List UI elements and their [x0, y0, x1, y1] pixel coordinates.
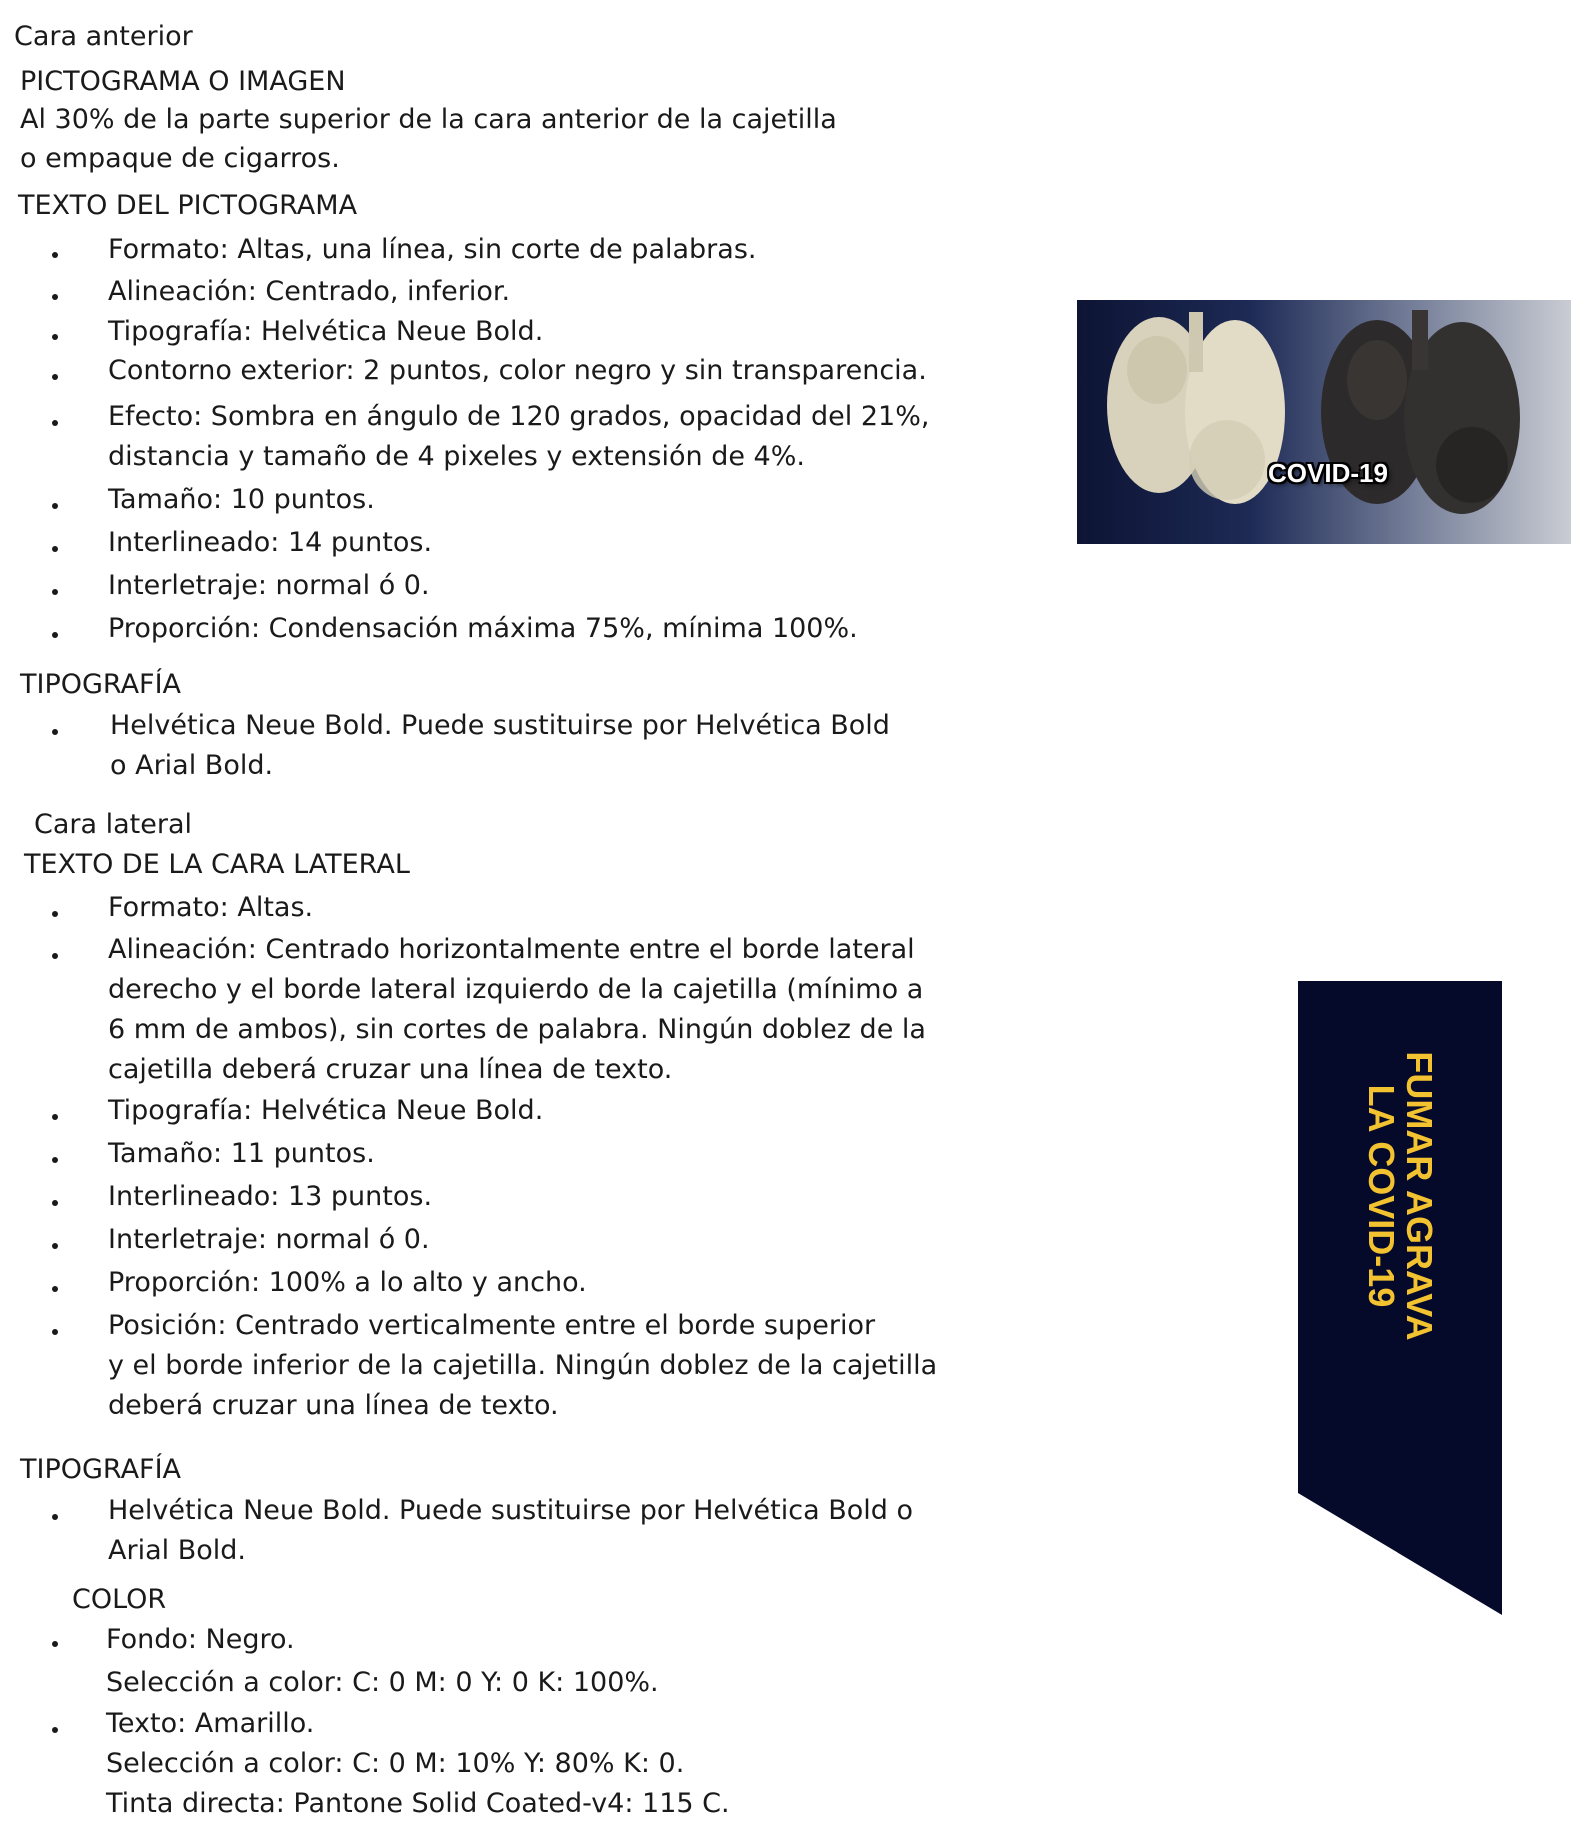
bullet [52, 252, 58, 258]
bullet [52, 503, 58, 509]
tipografia-lateral-item: Helvética Neue Bold. Puede sustituirse por Helvética Bold o Arial Bold. [108, 1495, 913, 1566]
bullet [52, 729, 58, 735]
bullet [52, 546, 58, 552]
bullet [52, 1243, 58, 1249]
bullet [52, 1514, 58, 1520]
list-item: Alineación: Centrado, inferior. [108, 276, 511, 307]
list-item: Tamaño: 11 puntos. [108, 1138, 375, 1169]
list-item: Tamaño: 10 puntos. [108, 484, 375, 515]
pictograma-desc-line-2: o empaque de cigarros. [20, 143, 340, 174]
list-item: Interlineado: 13 puntos. [108, 1181, 433, 1212]
bullet [52, 911, 58, 917]
list-item: Efecto: Sombra en ángulo de 120 grados, opacidad del 21%, distancia y tamaño de 4 pixeles y extensión de 4%. [108, 401, 930, 472]
color-title: COLOR [72, 1584, 167, 1615]
bullet [52, 1114, 58, 1120]
bullet [52, 1329, 58, 1335]
bullet [52, 632, 58, 638]
bullet [52, 294, 58, 300]
bullet [52, 374, 58, 380]
list-item: Formato: Altas, una línea, sin corte de palabras. [108, 234, 757, 265]
bullet [52, 1286, 58, 1292]
list-item: Alineación: Centrado horizontalmente entre el borde lateral derecho y el borde lateral izquierdo de la cajetilla (mínimo a 6 mm de ambos), sin cortes de palabra. Ningún doblez de la cajetilla deberá cruzar una línea de texto. [108, 934, 926, 1085]
bullet [52, 1157, 58, 1163]
bullet [52, 1641, 58, 1647]
pictogram-caption: COVID-19 [1268, 458, 1388, 488]
list-item: Tipografía: Helvética Neue Bold. [108, 316, 544, 347]
list-item: Interlineado: 14 puntos. [108, 527, 433, 558]
bullet [52, 953, 58, 959]
bullet [52, 589, 58, 595]
pictogram-lungs-image [1077, 300, 1571, 544]
lungs-illustration [1077, 300, 1571, 544]
bullet [52, 334, 58, 340]
list-item: Proporción: Condensación máxima 75%, mínima 100%. [108, 613, 858, 644]
lateral-heading: Cara lateral [34, 809, 193, 840]
list-item: Posición: Centrado verticalmente entre el borde superior y el borde inferior de la cajetilla. Ningún doblez de la cajetilla deberá cruzar una línea de texto. [108, 1310, 938, 1421]
tipografia-lateral-title: TIPOGRAFÍA [20, 1454, 182, 1485]
front-heading: Cara anterior [14, 21, 193, 52]
texto-pictograma-title: TEXTO DEL PICTOGRAMA [18, 190, 358, 221]
lateral-warning-banner [1298, 981, 1502, 1615]
tipografia-title: TIPOGRAFÍA [20, 669, 182, 700]
bullet [52, 1200, 58, 1206]
list-item: Interletraje: normal ó 0. [108, 1224, 430, 1255]
color-item-texto: Texto: Amarillo. Selección a color: C: 0 M: 10% Y: 80% K: 0. Tinta directa: Pantone Solid Coated-v4: 115 C. [106, 1708, 730, 1819]
pictograma-desc-line-1: Al 30% de la parte superior de la cara anterior de la cajetilla [20, 104, 837, 135]
list-item: Formato: Altas. [108, 892, 314, 923]
list-item: Contorno exterior: 2 puntos, color negro y sin transparencia. [108, 355, 927, 386]
banner-warning-text: FUMAR AGRAVA LA COVID-19 [1361, 1051, 1440, 1341]
tipografia-item: Helvética Neue Bold. Puede sustituirse por Helvética Bold o Arial Bold. [110, 710, 890, 781]
list-item: Proporción: 100% a lo alto y ancho. [108, 1267, 587, 1298]
damaged-trachea [1412, 310, 1428, 370]
bullet [52, 420, 58, 426]
bullet [52, 1727, 58, 1733]
color-item-fondo: Fondo: Negro. Selección a color: C: 0 M: 0 Y: 0 K: 100%. [106, 1624, 659, 1698]
texto-lateral-title: TEXTO DE LA CARA LATERAL [24, 849, 410, 880]
list-item: Interletraje: normal ó 0. [108, 570, 430, 601]
list-item: Tipografía: Helvética Neue Bold. [108, 1095, 544, 1126]
healthy-trachea [1189, 312, 1203, 372]
pictograma-title: PICTOGRAMA O IMAGEN [20, 66, 346, 97]
